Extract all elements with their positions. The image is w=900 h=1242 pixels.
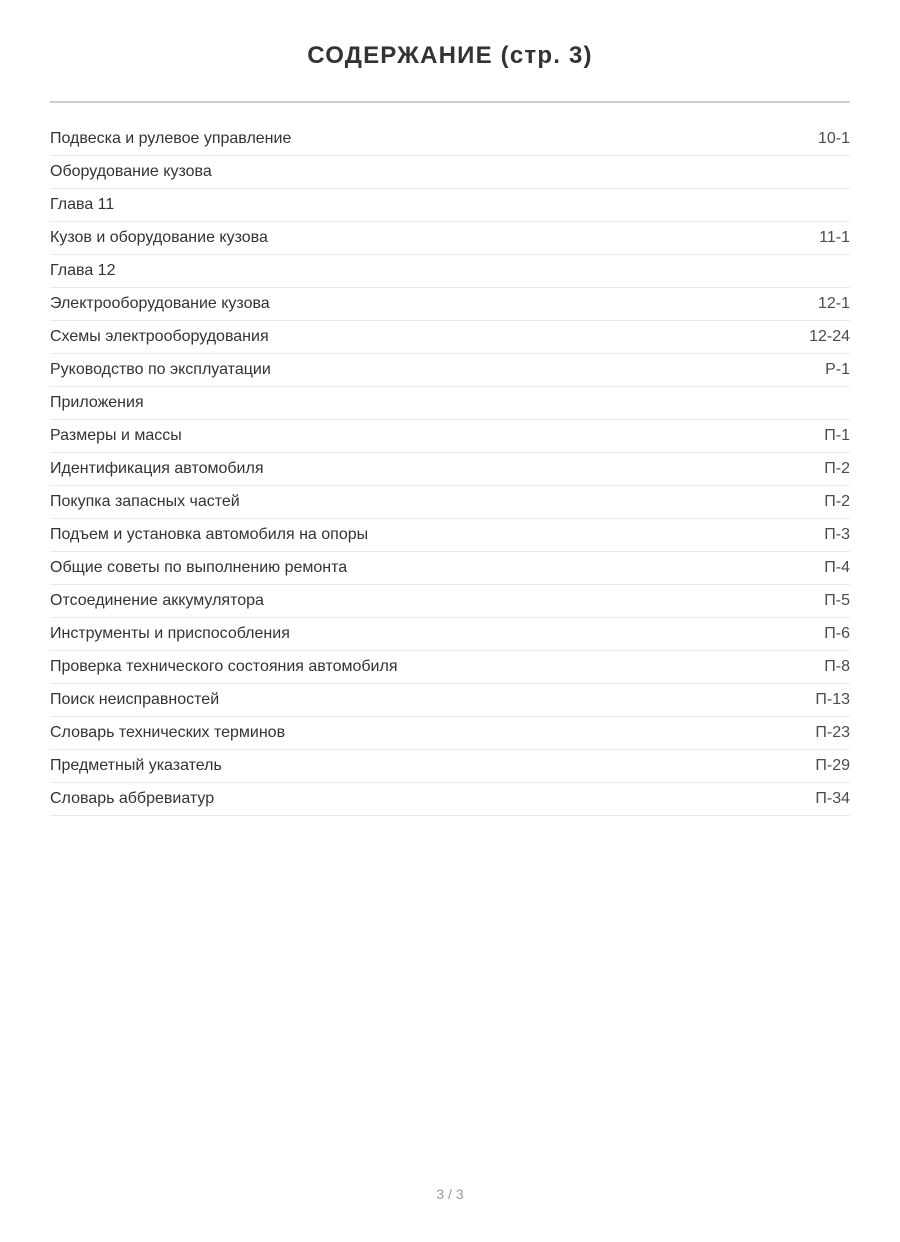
toc-entry-page: П-29 <box>815 757 850 774</box>
toc-row <box>50 750 850 783</box>
toc-row <box>50 717 850 750</box>
toc-entry-page: П-8 <box>824 658 850 675</box>
toc-row <box>50 453 850 486</box>
toc-row <box>50 222 850 255</box>
toc-entry-page: П-6 <box>824 625 850 642</box>
toc-entry-label: Отсоединение аккумулятора <box>50 592 264 609</box>
document-page <box>0 42 900 816</box>
toc-entry-label: Глава 11 <box>50 196 115 213</box>
toc-entry-label: Электрооборудование кузова <box>50 295 270 312</box>
toc-entry-page: 10-1 <box>817 130 850 147</box>
toc-entry-label: Словарь аббревиатур <box>50 790 215 807</box>
toc-row <box>50 618 850 651</box>
toc-entry-label: Предметный указатель <box>50 757 222 774</box>
toc-row <box>50 189 850 222</box>
toc-row <box>50 684 850 717</box>
toc-row <box>50 123 850 156</box>
toc-entry-page: 11-1 <box>819 229 850 246</box>
toc-row <box>50 321 850 354</box>
toc-row <box>50 486 850 519</box>
toc-entry-label: Поиск неисправностей <box>50 691 220 708</box>
toc-row <box>50 156 850 189</box>
toc-row <box>50 255 850 288</box>
toc-row <box>50 354 850 387</box>
toc-row <box>50 783 850 816</box>
toc-row <box>50 552 850 585</box>
toc-row <box>50 387 850 420</box>
toc-entry-label: Руководство по эксплуатации <box>50 361 271 378</box>
toc-entry-label: Общие советы по выполнению ремонта <box>50 559 348 576</box>
toc-entry-label: Глава 12 <box>50 262 116 279</box>
toc-entry-page: П-13 <box>815 691 850 708</box>
page-number-indicator: 3 / 3 <box>436 1186 464 1202</box>
toc-entry-page: Р-1 <box>825 361 850 378</box>
toc-row <box>50 651 850 684</box>
title-divider <box>50 101 850 103</box>
toc-entry-page: П-2 <box>824 460 850 477</box>
toc-entry-label: Идентификация автомобиля <box>50 460 264 477</box>
toc-entry-label: Размеры и массы <box>50 427 182 444</box>
toc-entry-label: Оборудование кузова <box>50 163 212 180</box>
toc-row <box>50 288 850 321</box>
toc-entry-page: П-1 <box>824 427 850 444</box>
toc-entry-label: Схемы электрооборудования <box>50 328 269 345</box>
toc-entry-page: П-2 <box>824 493 850 510</box>
toc-entry-page: П-5 <box>824 592 850 609</box>
toc-entry-page: 12-1 <box>817 295 850 312</box>
toc-entry-label: Подъем и установка автомобиля на опоры <box>50 526 369 543</box>
toc-row <box>50 519 850 552</box>
toc-entry-label: Покупка запасных частей <box>50 493 240 510</box>
toc-entry-label: Словарь технических терминов <box>50 724 286 741</box>
toc-entry-label: Инструменты и приспособления <box>50 625 290 642</box>
toc-entry-label: Кузов и оборудование кузова <box>50 229 268 246</box>
toc-row <box>50 585 850 618</box>
toc-entry-label: Приложения <box>50 394 144 411</box>
toc-entry-label: Подвеска и рулевое управление <box>50 130 292 147</box>
toc-entry-page: 12-24 <box>809 328 850 345</box>
toc-entry-page: П-3 <box>824 526 850 543</box>
toc-row <box>50 420 850 453</box>
toc-entry-label: Проверка технического состояния автомобиля <box>50 658 398 675</box>
toc-entry-page: П-34 <box>815 790 850 807</box>
toc-list <box>50 123 850 816</box>
page-title: СОДЕРЖАНИЕ (стр. 3) <box>307 42 593 69</box>
toc-entry-page: П-4 <box>824 559 850 576</box>
toc-entry-page: П-23 <box>815 724 850 741</box>
